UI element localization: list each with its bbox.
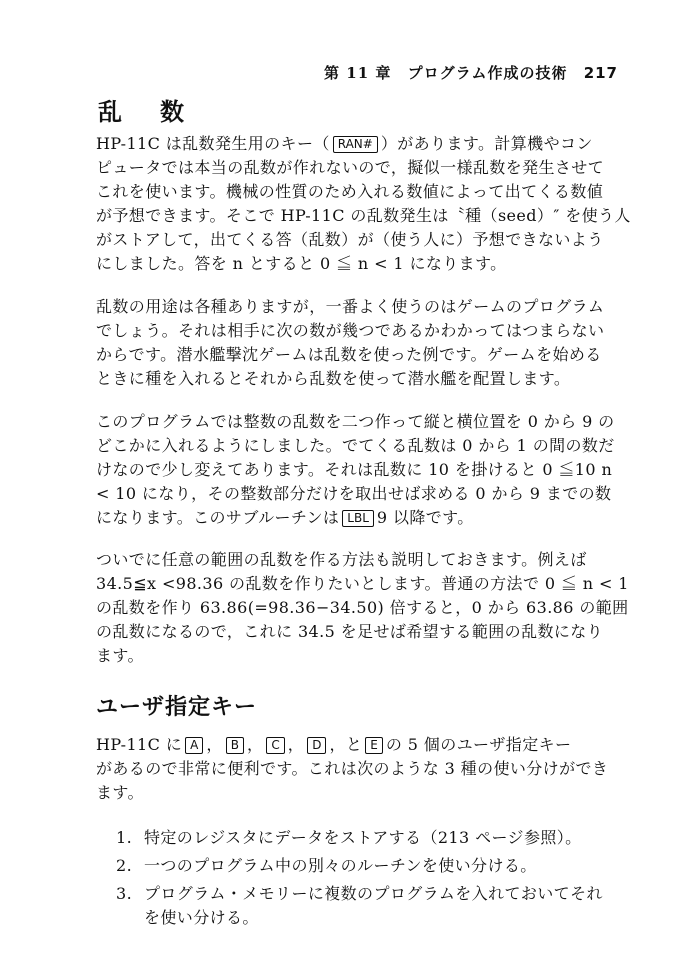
text-line: ついでに任意の範囲の乱数を作る方法も説明しておきます。例えば xyxy=(96,550,587,569)
paragraph-user-keys xyxy=(96,733,636,805)
text-line: からです。潜水艦撃沈ゲームは乱数を使った例です。ゲームを始める xyxy=(96,345,602,364)
text-line: にしました。答を n とすると 0 ≦ n < 1 になります。 xyxy=(96,254,507,273)
text-line: ます。 xyxy=(96,783,144,802)
chapter-label: 第 11 章 xyxy=(324,64,392,82)
list-item-number: 1. xyxy=(116,828,133,847)
text-line: の乱数を作り 63.86(=98.36−34.50) 倍すると，0 から 63.86 の範囲 xyxy=(96,598,629,617)
list-item-text: 一つのプログラム中の別々のルーチンを使い分ける。 xyxy=(144,856,537,875)
paragraph-2 xyxy=(96,295,636,391)
list-item-continuation: を使い分ける。 xyxy=(144,908,259,927)
key-e-glyph: E xyxy=(365,737,383,754)
text-line: 34.5≦x <98.36 の乱数を作りたいとします。普通の方法で 0 ≦ n < 1 xyxy=(96,574,629,593)
text-line: でしょう。それは相手に次の数が幾つであるかわかってはつまらない xyxy=(96,321,605,340)
list-item-text: プログラム・メモリーに複数のプログラムを入れておいてそれ xyxy=(144,884,603,903)
paragraph-1 xyxy=(96,132,636,276)
ran-key-glyph: RAN# xyxy=(333,136,378,153)
paragraph-4 xyxy=(96,548,636,668)
text-line: どこかに入れるようにしました。でてくる乱数は 0 から 1 の間の数だ xyxy=(96,436,615,455)
list-item xyxy=(116,854,636,878)
usage-list xyxy=(116,826,636,930)
text-line: 乱数の用途は各種ありますが，一番よく使うのはゲームのプログラム xyxy=(96,297,605,316)
text-line: があるので非常に便利です。これは次のような 3 種の使い分けができ xyxy=(96,759,609,778)
text-line: になります。このサブルーチンは LBL 9 以降です。 xyxy=(96,508,474,527)
text-line: HP-11C に A ， B ， C ， D ，と E の 5 個のユーザ指定キー xyxy=(96,735,572,754)
page-number: 217 xyxy=(583,64,618,82)
chapter-title: プログラム作成の技術 xyxy=(407,64,568,82)
key-c-glyph: C xyxy=(266,737,284,754)
running-header xyxy=(324,62,618,83)
lbl-key-glyph: LBL xyxy=(342,510,374,527)
text-line: < 10 になり，その整数部分だけを取出せば求める 0 から 9 までの数 xyxy=(96,484,612,503)
key-a-glyph: A xyxy=(185,737,203,754)
text-line: が予想できます。そこで HP-11C の乱数発生は〝種（seed）″ を使う人 xyxy=(96,206,631,225)
text-line: ときに種を入れるとそれから乱数を使って潜水艦を配置します。 xyxy=(96,369,571,388)
section-heading-random-numbers: 乱数 xyxy=(98,98,222,126)
section-heading-user-keys: ユーザ指定キー xyxy=(96,695,258,720)
text-line: ます。 xyxy=(96,646,144,665)
key-d-glyph: D xyxy=(307,737,326,754)
list-item-number: 3. xyxy=(116,884,133,903)
list-item xyxy=(116,826,636,850)
list-item-number: 2. xyxy=(116,856,133,875)
text-line: ピュータでは本当の乱数が作れないので，擬似一様乱数を発生させて xyxy=(96,158,605,177)
list-item-text: 特定のレジスタにデータをストアする（213 ページ参照）。 xyxy=(144,828,582,847)
text-line: の乱数になるので，これに 34.5 を足せば希望する範囲の乱数になり xyxy=(96,622,604,641)
key-b-glyph: B xyxy=(226,737,244,754)
list-item xyxy=(116,882,636,906)
text-line: けなので少し変えてあります。それは乱数に 10 を掛けると 0 ≦10 n xyxy=(96,460,613,479)
text-line: これを使います。機械の性質のため入れる数値によって出てくる数値 xyxy=(96,182,604,201)
text-line: HP-11C は乱数発生用のキー（ RAN# ）があります。計算機やコン xyxy=(96,134,593,153)
text-line: がストアして，出てくる答（乱数）が（使う人に）予想できないよう xyxy=(96,230,604,249)
text-line: このプログラムでは整数の乱数を二つ作って縦と横位置を 0 から 9 の xyxy=(96,412,615,431)
paragraph-3 xyxy=(96,410,636,530)
